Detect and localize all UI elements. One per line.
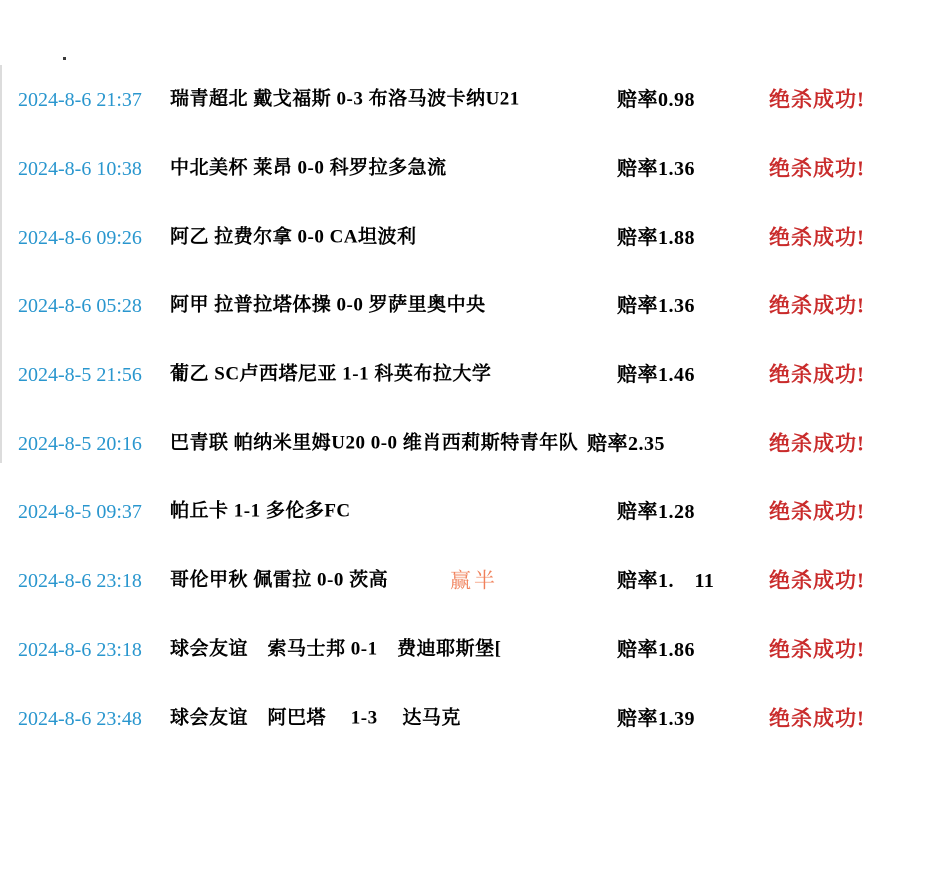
match-datetime: 2024-8-6 23:48 — [18, 707, 142, 730]
odds-value: 赔率0.98 — [617, 89, 695, 112]
odds-value: 赔率1.88 — [617, 226, 695, 249]
kill-success-badge: 绝杀成功! — [769, 156, 865, 181]
bet-result-row — [0, 409, 946, 478]
bet-result-row — [0, 135, 946, 204]
match-description: 巴青联 帕纳米里姆U20 0-0 维肖西莉斯特青年队 — [170, 432, 579, 454]
match-description: 阿甲 拉普拉塔体操 0-0 罗萨里奥中央 — [170, 294, 486, 316]
odds-value: 赔率1.36 — [617, 158, 695, 181]
bet-result-row — [0, 684, 946, 753]
odds-value: 赔率1.39 — [617, 707, 695, 730]
bet-result-row — [0, 272, 946, 341]
match-datetime: 2024-8-6 23:18 — [18, 638, 142, 661]
stray-pixel-dot — [63, 57, 66, 60]
match-datetime: 2024-8-6 23:18 — [18, 570, 142, 593]
odds-value: 赔率1. 11 — [617, 570, 715, 593]
odds-value: 赔率2.35 — [587, 432, 665, 455]
bet-result-row — [0, 341, 946, 410]
match-description: 帕丘卡 1-1 多伦多FC — [170, 501, 351, 523]
bet-result-row — [0, 616, 946, 685]
odds-value: 赔率1.86 — [617, 638, 695, 661]
half-win-note: 赢半 — [450, 568, 498, 593]
kill-success-badge: 绝杀成功! — [769, 568, 865, 593]
kill-success-badge: 绝杀成功! — [769, 705, 865, 730]
odds-value: 赔率1.46 — [617, 364, 695, 387]
kill-success-badge: 绝杀成功! — [769, 362, 865, 387]
kill-success-badge: 绝杀成功! — [769, 293, 865, 318]
match-datetime: 2024-8-6 09:26 — [18, 226, 142, 249]
match-datetime: 2024-8-5 21:56 — [18, 364, 142, 387]
bet-result-row — [0, 478, 946, 547]
match-datetime: 2024-8-6 21:37 — [18, 89, 142, 112]
match-datetime: 2024-8-6 05:28 — [18, 295, 142, 318]
kill-success-badge: 绝杀成功! — [769, 499, 865, 524]
bet-result-row — [0, 547, 946, 616]
odds-value: 赔率1.36 — [617, 295, 695, 318]
bet-results-list — [0, 66, 946, 753]
odds-value: 赔率1.28 — [617, 501, 695, 524]
bet-result-row — [0, 203, 946, 272]
match-description: 瑞青超北 戴戈福斯 0-3 布洛马波卡纳U21 — [170, 88, 520, 110]
match-description: 葡乙 SC卢西塔尼亚 1-1 科英布拉大学 — [170, 363, 492, 385]
kill-success-badge: 绝杀成功! — [769, 431, 865, 456]
match-description: 中北美杯 莱昂 0-0 科罗拉多急流 — [170, 157, 447, 179]
match-description: 球会友谊 索马士邦 0-1 费迪耶斯堡[ — [170, 638, 502, 660]
match-description: 球会友谊 阿巴塔 1-3 达马克 — [170, 707, 461, 729]
match-description: 阿乙 拉费尔拿 0-0 CA坦波利 — [170, 226, 417, 248]
kill-success-badge: 绝杀成功! — [769, 87, 865, 112]
match-description: 哥伦甲秋 佩雷拉 0-0 茨高 — [170, 569, 389, 591]
kill-success-badge: 绝杀成功! — [769, 637, 865, 662]
match-datetime: 2024-8-5 20:16 — [18, 432, 142, 455]
kill-success-badge: 绝杀成功! — [769, 225, 865, 250]
match-datetime: 2024-8-5 09:37 — [18, 501, 142, 524]
match-datetime: 2024-8-6 10:38 — [18, 158, 142, 181]
bet-result-row — [0, 66, 946, 135]
